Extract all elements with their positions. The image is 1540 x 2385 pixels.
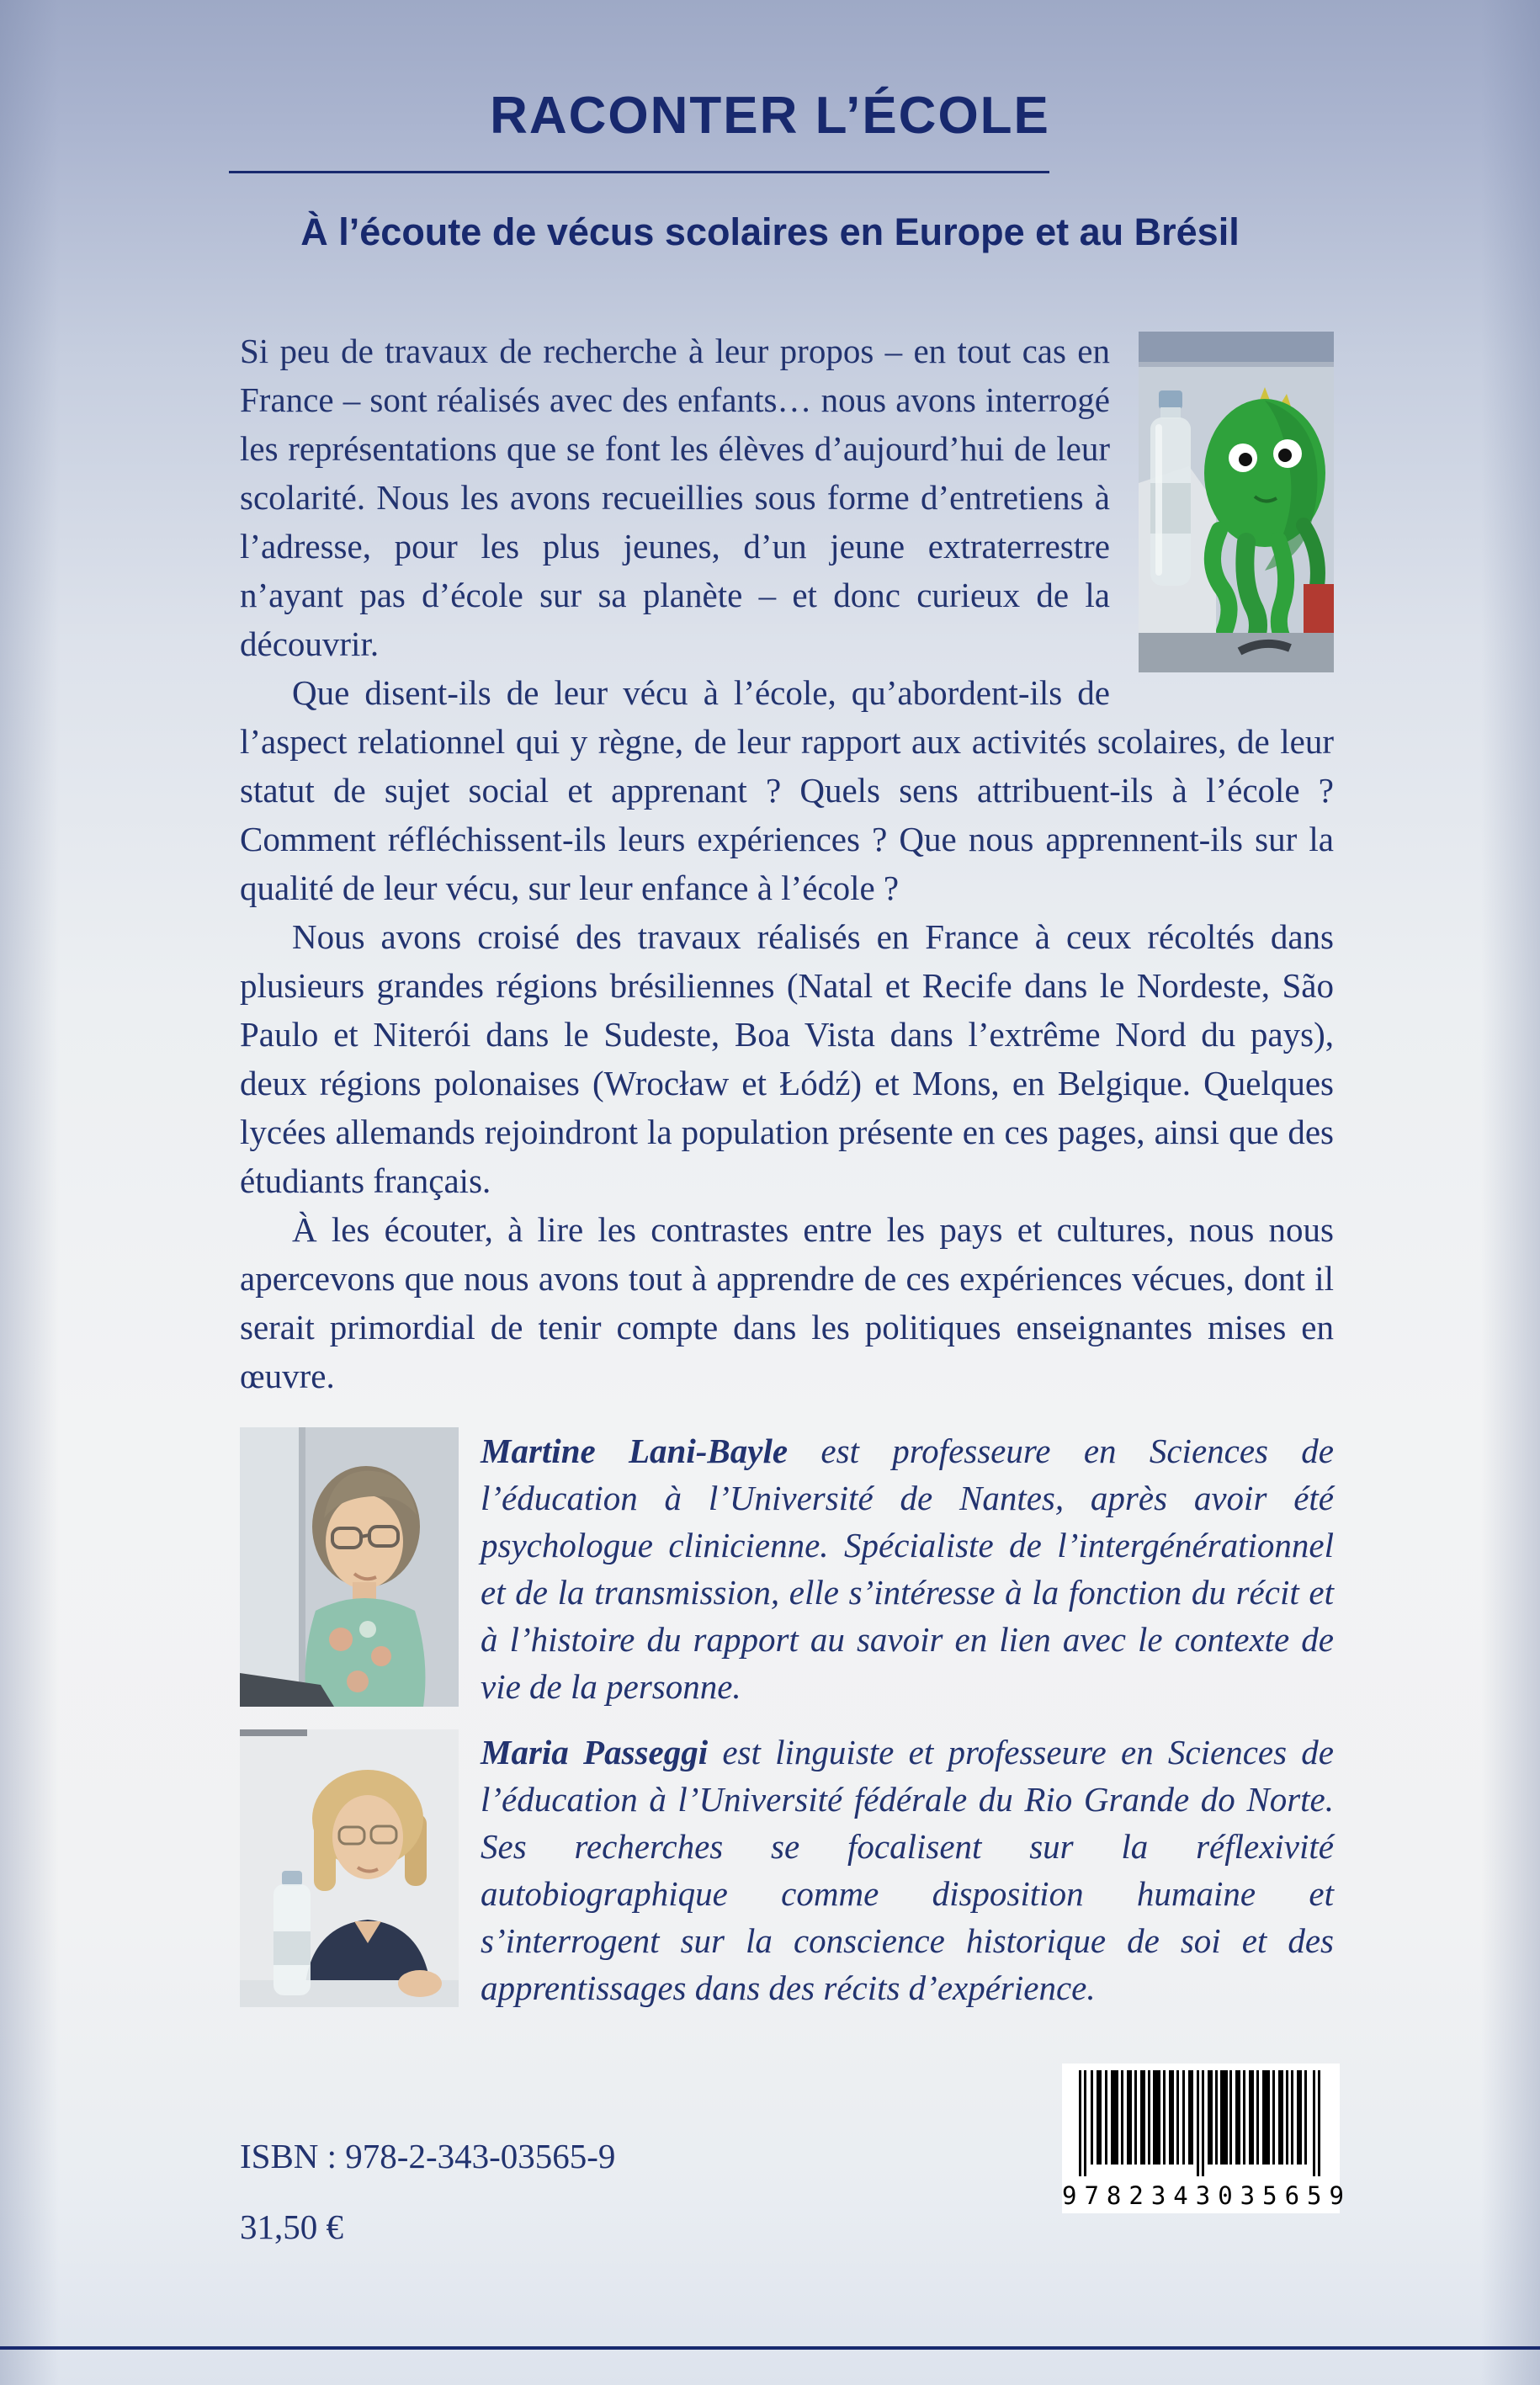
martine-lani-bayle-photo [240,1427,459,1707]
martine-bio-text [481,1427,1334,1710]
synopsis-paragraph-2: Que disent-ils de leur vécu à l’école, qu’abordent-ils de l’aspect relationnel qui y règne, de leur rapport aux activités scolaires, de leur statut de sujet social et apprenant ? Quels sens attribuent-ils à l’école ? Comment réfléchissent-ils leurs expériences ? Que nous apprennent-ils sur la qualité de leur vécu, sur leur enfance à l’école ? [240,673,1334,907]
title-divider [229,171,1049,173]
martine-bio-name: Martine Lani-Bayle [481,1432,789,1470]
maria-bio-text [481,1729,1334,2011]
plush-octopus-photo [1139,332,1334,672]
synopsis-paragraph-1: Si peu de travaux de recherche à leur propos – en tout cas en France – sont réalisés avec des enfants… nous avons interrogé les représentations que se font les élèves d’aujourd’hui de leur scolarité. Nous les avons recueillies sous forme d’entretiens à l’adresse, pour les plus jeunes, d’un jeune extraterrestre n’ayant pas d’école sur sa planète – et donc curieux de la découvrir. [240,332,1110,663]
plush-octopus-illustration [1139,332,1334,672]
author-bios [240,1427,1334,2011]
author-bio-martine [240,1427,1334,1710]
price-text: 31,50 € [240,2207,343,2246]
martine-bio-body: est professeure en Sciences de l’éducation à l’Université de Nantes, après avoir été psychologue clinicienne. Spécialiste de l’intergénérationnel et de la transmission, elle s’intéresse à la fonction du récit et à l’histoire du rapport au savoir en lien avec le contexte de vie de la personne. [481,1432,1335,1706]
maria-passeggi-photo [240,1729,459,2008]
synopsis [240,327,1334,1400]
author-bio-maria [240,1729,1334,2011]
isbn-text: ISBN : 978-2-343-03565-9 [240,2137,616,2175]
martine-portrait-illustration [240,1427,459,1707]
maria-bio-body: est linguiste et professeure en Sciences de l’éducation à l’Université fédérale du Rio Grande do Norte. Ses recherches se focalisent sur la réflexivité autobiographique comme disposition humaine et s’interrogent sur la conscience historique de soi et des apprentissages dans des récits d’expérience. [481,1733,1334,2007]
synopsis-paragraph-3: Nous avons croisé des travaux réalisés en France à ceux récoltés dans plusieurs grandes régions brésiliennes (Natal et Recife dans le Nordeste, São Paulo et Niterói dans le Sudeste, Boa Vista dans l’extrême Nord du pays), deux régions polonaises (Wrocław et Łódź) et Mons, en Belgique. Quelques lycées allemands rejoindront la population présente en ces pages, ainsi que des étudiants français. [240,917,1334,1200]
barcode-number: 9782343035659 [1062,2181,1351,2210]
maria-bio-name: Maria Passeggi [481,1733,709,1771]
bottom-divider [0,2346,1540,2350]
barcode [1062,2064,1351,2213]
book-title: RACONTER L’ÉCOLE [490,87,1050,145]
synopsis-paragraph-4: À les écouter, à lire les contrastes entre les pays et cultures, nous nous apercevons que nous avons tout à apprendre de ces expériences vécues, dont il serait primordial de tenir compte dans les politiques enseignantes mises en œuvre. [240,1210,1334,1395]
book-subtitle: À l’écoute de vécus scolaires en Europe et au Brésil [300,210,1240,253]
barcode-bars [1062,2064,1340,2181]
maria-portrait-illustration [240,1729,459,2008]
